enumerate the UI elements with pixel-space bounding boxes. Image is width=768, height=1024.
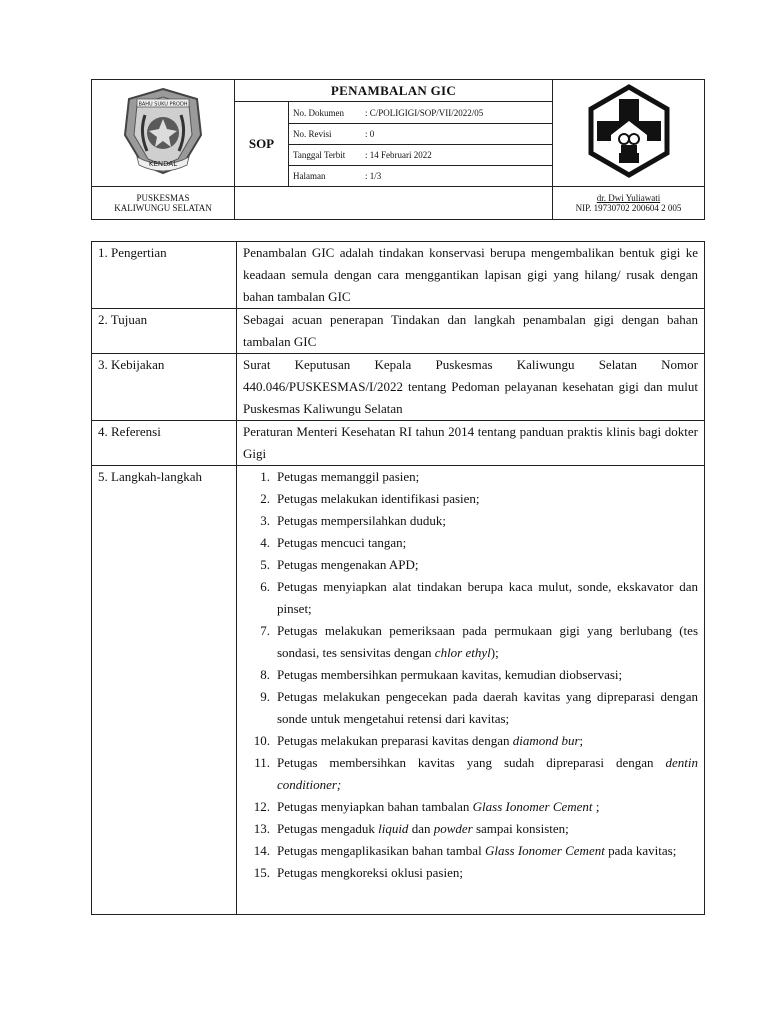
- section-label: 4. Referensi: [92, 421, 237, 466]
- list-item: 13. Petugas mengaduk liquid dan powder sampai konsisten;: [253, 821, 569, 836]
- list-item: 4. Petugas mencuci tangan;: [260, 535, 407, 550]
- icon-cell: [553, 80, 705, 187]
- section-text: Penambalan GIC adalah tindakan konservasi berupa mengembalikan bentuk gigi ke keadaan semula dengan cara menggantikan lapisan gigi yang hilang/ rusak dengan bahan tambalan GIC: [237, 242, 705, 309]
- section-label: 2. Tujuan: [92, 309, 237, 354]
- section-label: 3. Kebijakan: [92, 354, 237, 421]
- svg-text:KENDAL: KENDAL: [148, 159, 178, 168]
- section-text: Surat Keputusan Kepala Puskesmas Kaliwungu Selatan Nomor 440.046/PUSKESMAS/I/2022 tentang Pedoman pelayanan kesehatan gigi dan mulut Puskesmas Kaliwungu Selatan: [237, 354, 705, 421]
- section-label: 5. Langkah-langkah: [92, 466, 237, 915]
- meta-tanggal-terbit: Tanggal Terbit : 14 Februari 2022: [289, 145, 553, 166]
- steps-list: [243, 466, 698, 884]
- svg-text:BAHU SUKU PRODH: BAHU SUKU PRODH: [138, 101, 188, 107]
- list-item: 10. Petugas melakukan preparasi kavitas dengan diamond bur;: [253, 733, 584, 748]
- list-item: 9. Petugas melakukan pengecekan pada daerah kavitas yang dipreparasi dengan sonde untuk mengetahui retensi dari kavitas;: [260, 689, 698, 726]
- document-header: [91, 79, 705, 220]
- list-item: 3. Petugas mempersilahkan duduk;: [260, 513, 446, 528]
- section-row: [92, 309, 705, 354]
- list-item: 6. Petugas menyiapkan alat tindakan berupa kaca mulut, sonde, ekskavator dan pinset;: [260, 579, 698, 616]
- steps-cell: [237, 466, 705, 915]
- list-item: 1. Petugas memanggil pasien;: [260, 469, 420, 484]
- meta-halaman: Halaman : 1/3: [289, 166, 553, 187]
- section-label: 1. Pengertian: [92, 242, 237, 309]
- section-text: Sebagai acuan penerapan Tindakan dan langkah penambalan gigi dengan bahan tambalan GIC: [237, 309, 705, 354]
- blank-signature-cell: [235, 187, 553, 220]
- list-item: 14. Petugas mengaplikasikan bahan tambal Glass Ionomer Cement pada kavitas;: [253, 843, 677, 858]
- signer-nip: NIP. 19730702 200604 2 005: [575, 203, 682, 213]
- kendal-emblem-logo: [117, 85, 209, 177]
- list-item: 8. Petugas membersihkan permukaan kavitas, kemudian diobservasi;: [260, 667, 623, 682]
- sop-label: SOP: [235, 102, 289, 187]
- section-row: [92, 421, 705, 466]
- signer-block: [553, 187, 705, 220]
- list-item: 12. Petugas menyiapkan bahan tambalan Glass Ionomer Cement ;: [253, 799, 600, 814]
- section-text: Peraturan Menteri Kesehatan RI tahun 2014 tentang panduan praktis klinis bagi dokter Gigi: [237, 421, 705, 466]
- puskesmas-logo-icon: [581, 83, 677, 179]
- sop-content-table: [91, 241, 705, 915]
- list-item: 11. Petugas membersihkan kavitas yang sudah dipreparasi dengan dentin conditioner;: [254, 755, 698, 792]
- section-row: [92, 242, 705, 309]
- list-item: 2. Petugas melakukan identifikasi pasien;: [260, 491, 480, 506]
- section-row: [92, 466, 705, 915]
- signer-name: dr. Dwi Yuliawati: [596, 192, 661, 203]
- document-title: PENAMBALAN GIC: [235, 80, 553, 102]
- list-item: 15. Petugas mengkoreksi oklusi pasien;: [253, 865, 463, 880]
- meta-no-revisi: No. Revisi : 0: [289, 124, 553, 145]
- section-row: [92, 354, 705, 421]
- list-item: 5. Petugas mengenakan APD;: [260, 557, 419, 572]
- logo-cell: [92, 80, 235, 187]
- list-item: 7. Petugas melakukan pemeriksaan pada permukaan gigi yang berlubang (tes sondasi, tes sensivitas dengan chlor ethyl);: [260, 623, 698, 660]
- organization-name: PUSKESMAS KALIWUNGU SELATAN: [92, 187, 235, 220]
- meta-no-dokumen: No. Dokumen : C/POLIGIGI/SOP/VII/2022/05: [289, 102, 553, 124]
